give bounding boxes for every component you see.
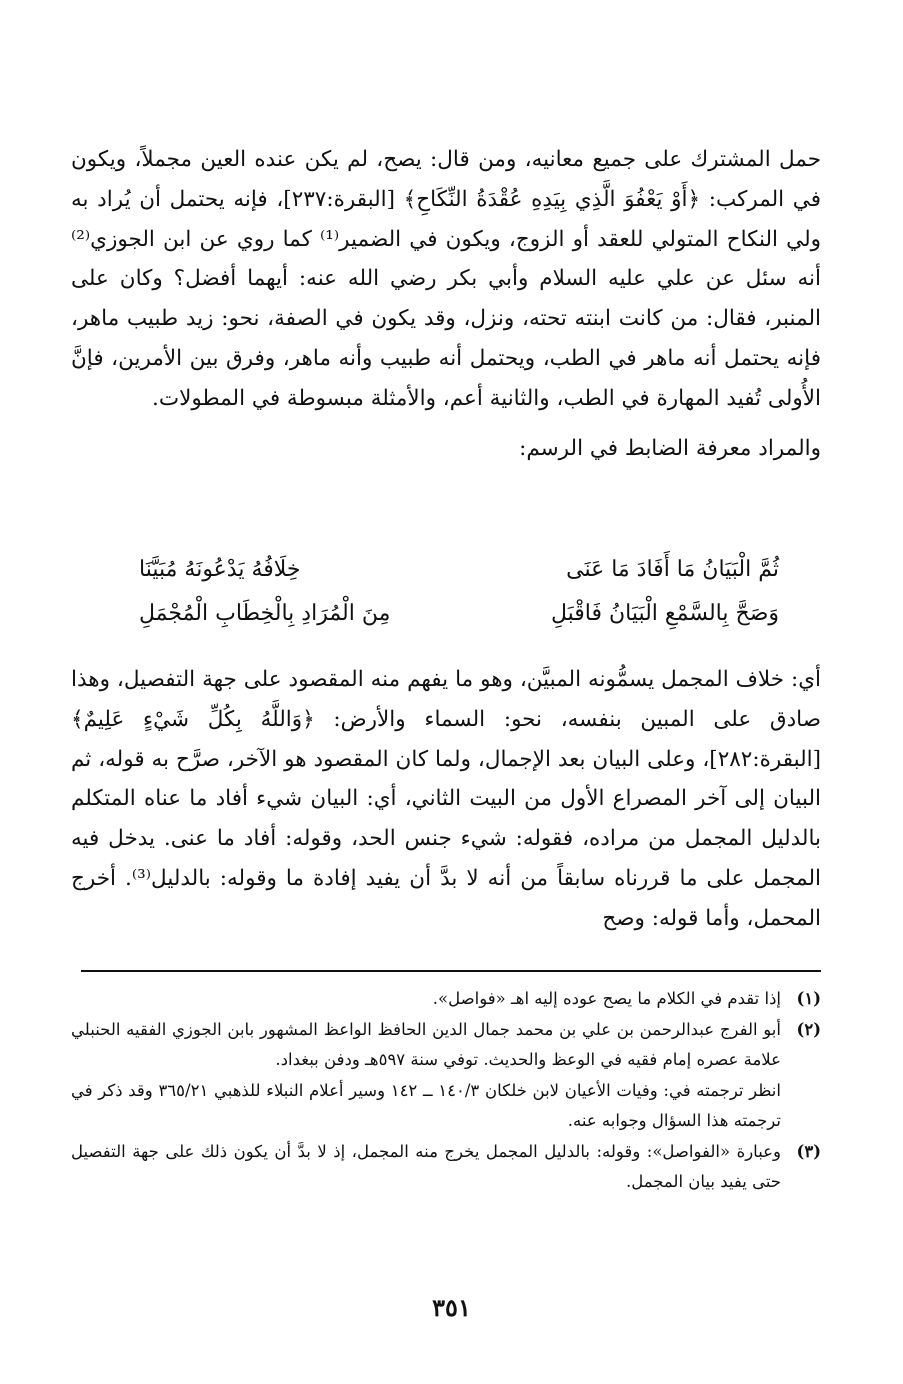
- footnote-1: [71, 984, 821, 1015]
- footnote-3: [71, 1137, 821, 1198]
- footnote-number: (٢): [796, 1019, 821, 1039]
- verse-2-first-hemistich: وَصَحَّ بِالسَّمْعِ الْبَيَانُ فَاقْبَلِ: [550, 601, 779, 626]
- verse-1: [139, 548, 779, 592]
- footnote-body: [71, 984, 781, 1015]
- footnotes: [71, 984, 821, 1198]
- commentary-text-block: [71, 660, 821, 939]
- footnote-divider: [81, 970, 821, 972]
- footnote-number: (٣): [796, 1141, 821, 1161]
- footnote-line: أبو الفرج عبدالرحمن بن علي بن محمد جمال الدين الحافظ الواعظ المشهور بابن الجوزي الفقيه الحنبلي علامة عصره إمام فقيه في الوعظ والحديث. توفي سنة ٥٩٧هـ ودفن ببغداد.: [71, 1019, 781, 1069]
- paragraph-3: أي: خلاف المجمل يسمُّونه المبيَّن، وهو ما يفهم منه المقصود على جهة التفصيل، وهذا صادق على المبين بنفسه، نحو: السماء والأرض: ﴿وَاللَّهُ بِكُلِّ شَيْءٍ عَلِيمٌ﴾ [البقرة:٢٨٢]، وعلى البيان بعد الإجمال، ولما كان المقصود هو الآخر، صرَّح به قوله، ثم البيان إلى آخر المصراع الأول من البيت الثاني، أي: البيان شيء أفاد ما عناه المتكلم بالدليل المجمل من مراده، فقوله: شيء جنس الحد، وقوله: أفاد ما عنى. يدخل فيه المجمل على ما قررناه سابقاً من أنه لا بدَّ أن يفيد إفادة ما وقوله: بالدليل⁽³⁾. أخرج المحمل، وأما قوله: وصح: [71, 667, 821, 931]
- page-number: ٣٥١: [432, 1293, 471, 1322]
- footnote-body: [71, 1137, 781, 1198]
- footnote-line: إذا تقدم في الكلام ما يصح عوده إليه اهـ «فواصل».: [432, 989, 781, 1008]
- verse-2-second-hemistich: مِنَ الْمُرَادِ بِالْخِطَابِ الْمُجْمَلِ: [139, 601, 391, 626]
- poem-verses: [139, 548, 779, 636]
- footnote-2: [71, 1015, 821, 1137]
- footnote-number: (١): [796, 989, 821, 1008]
- footnote-body: [71, 1015, 781, 1137]
- main-text-block: [71, 140, 821, 468]
- paragraph-2: والمراد معرفة الضابط في الرسم:: [519, 435, 821, 461]
- verse-1-first-hemistich: ثُمَّ الْبَيَانُ مَا أَفَادَ مَا عَنَى: [566, 557, 779, 582]
- paragraph-1: حمل المشترك على جميع معانيه، ومن قال: يصح، لم يكن عنده العين مجملاً، ويكون في المركب: ﴿أَوْ يَعْفُوَ الَّذِي بِيَدِهِ عُقْدَةُ النِّكَاحِ﴾ [البقرة:٢٣٧]، فإنه يحتمل أن يُراد به ولي النكاح المتولي للعقد أو الزوج، ويكون في الضمير⁽¹⁾ كما روي عن ابن الجوزي⁽²⁾ أنه سئل عن علي عليه السلام وأبي بكر رضي الله عنه: أيهما أفضل؟ وكان على المنبر، فقال: من كانت ابنته تحته، ونزل، وقد يكون في الصفة، نحو: زيد طبيب ماهر، فإنه يحتمل أنه ماهر في الطب، ويحتمل أنه طبيب وأنه ماهر، وفرق بين الأمرين، فإنَّ الأُولى تُفيد المهارة في الطب، والثانية أعم، والأمثلة مبسوطة في المطولات.: [71, 147, 822, 411]
- footnote-line: وعبارة «الفواصل»: وقوله: بالدليل المجمل يخرج منه المجمل، إذ لا بدَّ أن يكون ذلك على جهة التفصيل حتى يفيد بيان المجمل.: [71, 1141, 781, 1191]
- verse-1-second-hemistich: خِلَافُهُ يَدْعُونَهُ مُبَيَّنَا: [139, 557, 301, 582]
- verse-2: [139, 592, 779, 636]
- footnote-line: انظر ترجمته في: وفيات الأعيان لابن خلكان ١٤٠/٣ ــ ١٤٢ وسير أعلام النبلاء للذهبي ٣٦٥/٢١ وقد ذكر في ترجمته هذا السؤال وجوابه عنه.: [71, 1080, 781, 1130]
